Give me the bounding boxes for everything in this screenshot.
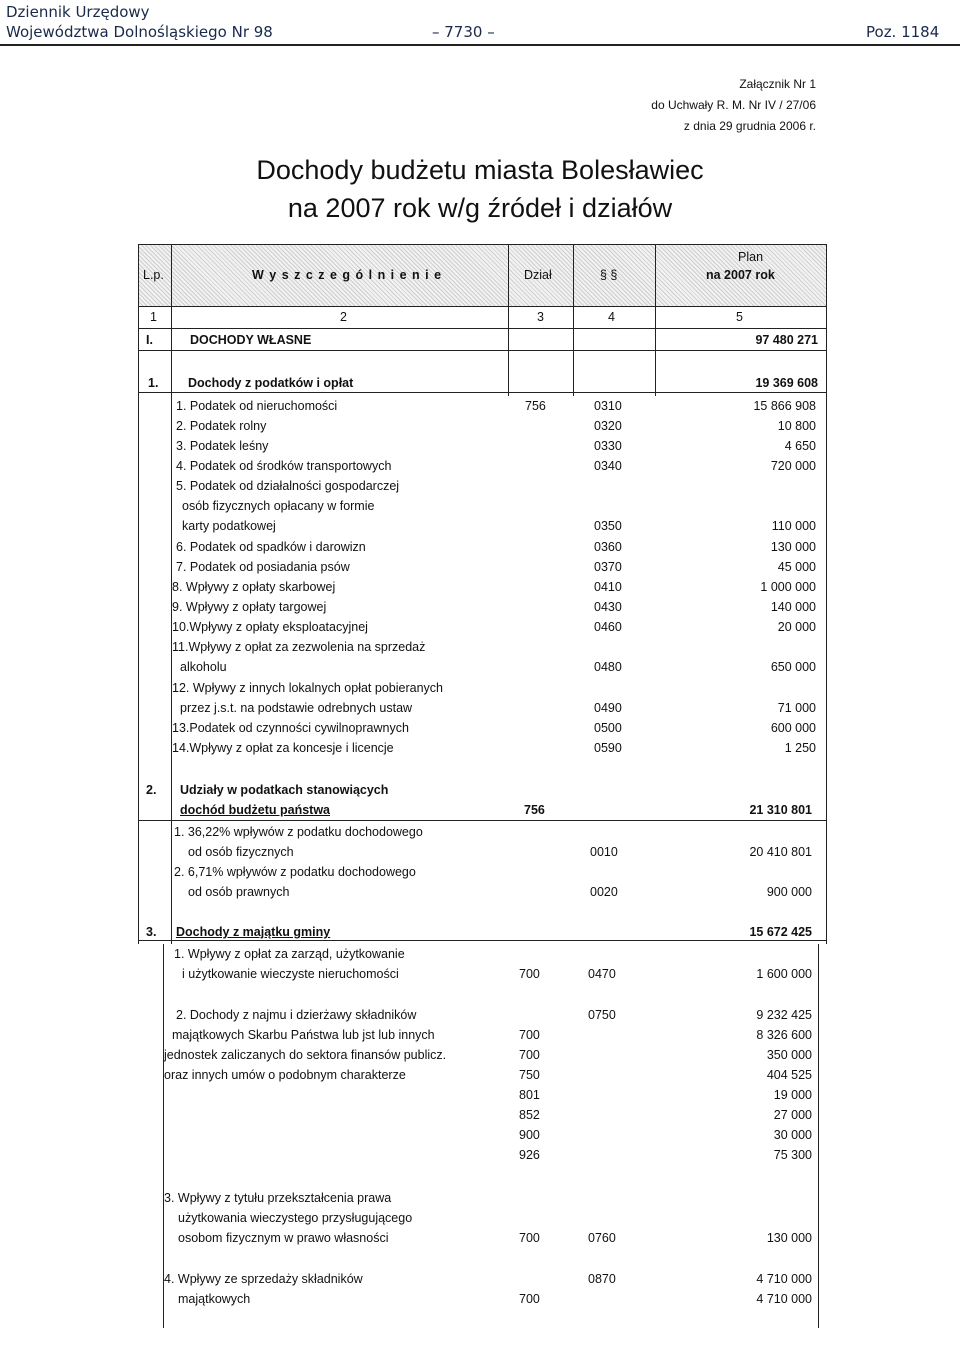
row-dzial: 700 [519, 1048, 540, 1062]
row-description: 10.Wpływy z opłaty eksploatacyjnej [172, 620, 368, 634]
row-dzial: 700 [519, 1292, 540, 1306]
row-description: 1. Podatek od nieruchomości [176, 399, 338, 413]
row-amount: 600 000 [770, 721, 816, 735]
row-paragraph: 0760 [588, 1231, 616, 1245]
row-description: 8. Wpływy z opłaty skarbowej [172, 580, 336, 594]
row-description: 3. Podatek leśny [176, 439, 269, 453]
group3-lp: 3. [146, 925, 157, 939]
row-paragraph: 0590 [594, 741, 622, 755]
row-dzial: 700 [519, 1028, 540, 1042]
annex-line3: z dnia 29 grudnia 2006 r. [683, 119, 816, 133]
row-amount: 1 600 000 [756, 967, 812, 981]
row-amount: 45 000 [777, 560, 816, 574]
row-amount: 71 000 [777, 701, 816, 715]
annex-line1: Załącznik Nr 1 [739, 77, 816, 91]
col-num-2: 2 [340, 310, 347, 324]
header-rule [0, 44, 960, 46]
row-description: 5. Podatek od działalności gospodarczej [176, 479, 400, 493]
row-paragraph: 0320 [594, 419, 622, 433]
row-amount: 140 000 [770, 600, 816, 614]
group2-label-line1: Udziały w podatkach stanowiących [180, 783, 389, 797]
row-amount: 900 000 [766, 885, 812, 899]
row-amount: 130 000 [766, 1231, 812, 1245]
group3-amount: 15 672 425 [749, 925, 812, 939]
row-amount: 9 232 425 [756, 1008, 812, 1022]
row-amount: 19 000 [773, 1088, 812, 1102]
section-label: DOCHODY WŁASNE [190, 333, 312, 347]
row-amount: 404 525 [766, 1068, 812, 1082]
row-description: 2. Podatek rolny [176, 419, 267, 433]
row-paragraph: 0410 [594, 580, 622, 594]
group1-lp: 1. [148, 376, 159, 390]
row-amount: 4 710 000 [756, 1292, 812, 1306]
row-amount: 1 250 [784, 741, 816, 755]
group1-amount: 19 369 608 [755, 376, 818, 390]
row-paragraph: 0010 [590, 845, 618, 859]
journal-title: Dziennik Urzędowy [6, 3, 150, 21]
row-dzial: 926 [519, 1148, 540, 1162]
col-num-5: 5 [736, 310, 743, 324]
row-dzial: 801 [519, 1088, 540, 1102]
row-description: 2. 6,71% wpływów z podatku dochodowego [174, 865, 416, 879]
row-paragraph: 0020 [590, 885, 618, 899]
row-amount: 20 000 [777, 620, 816, 634]
section-lp: I. [146, 333, 153, 347]
row-description: użytkowania wieczystego przysługującego [178, 1211, 413, 1225]
row-dzial: 852 [519, 1108, 540, 1122]
row-description: majątkowych [178, 1292, 251, 1306]
row-amount: 720 000 [770, 459, 816, 473]
row-amount: 350 000 [766, 1048, 812, 1062]
row-description: 1. Wpływy z opłat za zarząd, użytkowanie [174, 947, 405, 961]
row-paragraph: 0460 [594, 620, 622, 634]
row-amount: 8 326 600 [756, 1028, 812, 1042]
col-header-plan-year: na 2007 rok [706, 268, 775, 282]
row-description: 6. Podatek od spadków i darowizn [176, 540, 366, 554]
position-number: Poz. 1184 [866, 23, 940, 41]
row-description: osób fizycznych opłacany w formie [182, 499, 375, 513]
row-paragraph: 0430 [594, 600, 622, 614]
col-num-1: 1 [150, 310, 157, 324]
row-dzial: 756 [525, 399, 546, 413]
row-amount: 20 410 801 [749, 845, 812, 859]
row-paragraph: 0370 [594, 560, 622, 574]
group1-label: Dochody z podatków i opłat [188, 376, 354, 390]
row-description: jednostek zaliczanych do sektora finansów publicz. [164, 1048, 447, 1062]
row-amount: 4 710 000 [756, 1272, 812, 1286]
group3-label: Dochody z majątku gminy [176, 925, 331, 939]
row-description: 11.Wpływy z opłat za zezwolenia na sprzedaż [172, 640, 426, 654]
row-amount: 110 000 [771, 519, 816, 533]
row-dzial: 700 [519, 1231, 540, 1245]
row-paragraph: 0350 [594, 519, 622, 533]
document-title-line2: na 2007 rok w/g źródeł i działów [287, 193, 673, 223]
row-amount: 650 000 [770, 660, 816, 674]
row-description: 4. Wpływy ze sprzedaży składników [164, 1272, 363, 1286]
row-description: przez j.s.t. na podstawie odrebnych ustaw [180, 701, 413, 715]
row-description: 12. Wpływy z innych lokalnych opłat pobieranych [172, 681, 443, 695]
row-description: 7. Podatek od posiadania psów [176, 560, 350, 574]
row-description: 4. Podatek od środków transportowych [176, 459, 392, 473]
row-description: oraz innych umów o podobnym charakterze [164, 1068, 406, 1082]
row-description: 3. Wpływy z tytułu przekształcenia prawa [164, 1191, 392, 1205]
row-description: osobom fizycznym w prawo własności [178, 1231, 389, 1245]
row-description: 1. 36,22% wpływów z podatku dochodowego [174, 825, 423, 839]
col-header-paragraph: § § [600, 268, 618, 282]
row-paragraph: 0490 [594, 701, 622, 715]
document-title-line1: Dochody budżetu miasta Bolesławiec [256, 155, 704, 185]
row-description: 13.Podatek od czynności cywilnoprawnych [172, 721, 409, 735]
section-amount: 97 480 271 [755, 333, 818, 347]
col-header-plan: Plan [738, 250, 764, 264]
row-amount: 1 000 000 [760, 580, 816, 594]
col-header-description: W y s z c z e g ó l n i e n i e [252, 268, 443, 282]
col-num-4: 4 [608, 310, 615, 324]
row-amount: 15 866 908 [753, 399, 816, 413]
row-description: 14.Wpływy z opłat za koncesje i licencje [172, 741, 394, 755]
row-amount: 75 300 [773, 1148, 812, 1162]
group2-label-line2: dochód budżetu państwa [180, 803, 330, 817]
row-dzial: 900 [519, 1128, 540, 1142]
annex-line2: do Uchwały R. M. Nr IV / 27/06 [651, 98, 816, 112]
row-paragraph: 0310 [594, 399, 622, 413]
row-paragraph: 0870 [588, 1272, 616, 1286]
group2-amount: 21 310 801 [749, 803, 812, 817]
journal-subtitle: Województwa Dolnośląskiego Nr 98 [6, 23, 273, 41]
col-header-dzial: Dział [524, 268, 552, 282]
row-paragraph: 0340 [594, 459, 622, 473]
row-amount: 10 800 [777, 419, 816, 433]
row-dzial: 750 [519, 1068, 540, 1082]
row-description: majątkowych Skarbu Państwa lub jst lub innych [172, 1028, 435, 1042]
row-paragraph: 0470 [588, 967, 616, 981]
row-description: 9. Wpływy z opłaty targowej [172, 600, 327, 614]
row-description: alkoholu [180, 660, 227, 674]
col-num-3: 3 [537, 310, 544, 324]
group2-lp: 2. [146, 783, 157, 797]
row-dzial: 700 [519, 967, 540, 981]
row-description: od osób prawnych [188, 885, 290, 899]
page-number: – 7730 – [432, 23, 495, 41]
row-description: 2. Dochody z najmu i dzierżawy składników [176, 1008, 417, 1022]
row-paragraph: 0750 [588, 1008, 616, 1022]
row-amount: 4 650 [784, 439, 816, 453]
group2-dzial: 756 [524, 803, 545, 817]
row-description: i użytkowanie wieczyste nieruchomości [182, 967, 399, 981]
row-amount: 27 000 [773, 1108, 812, 1122]
col-header-lp: L.p. [143, 268, 164, 282]
row-amount: 130 000 [770, 540, 816, 554]
row-paragraph: 0330 [594, 439, 622, 453]
row-paragraph: 0480 [594, 660, 622, 674]
row-amount: 30 000 [773, 1128, 812, 1142]
row-description: karty podatkowej [182, 519, 276, 533]
row-paragraph: 0360 [594, 540, 622, 554]
row-paragraph: 0500 [594, 721, 622, 735]
row-description: od osób fizycznych [188, 845, 294, 859]
